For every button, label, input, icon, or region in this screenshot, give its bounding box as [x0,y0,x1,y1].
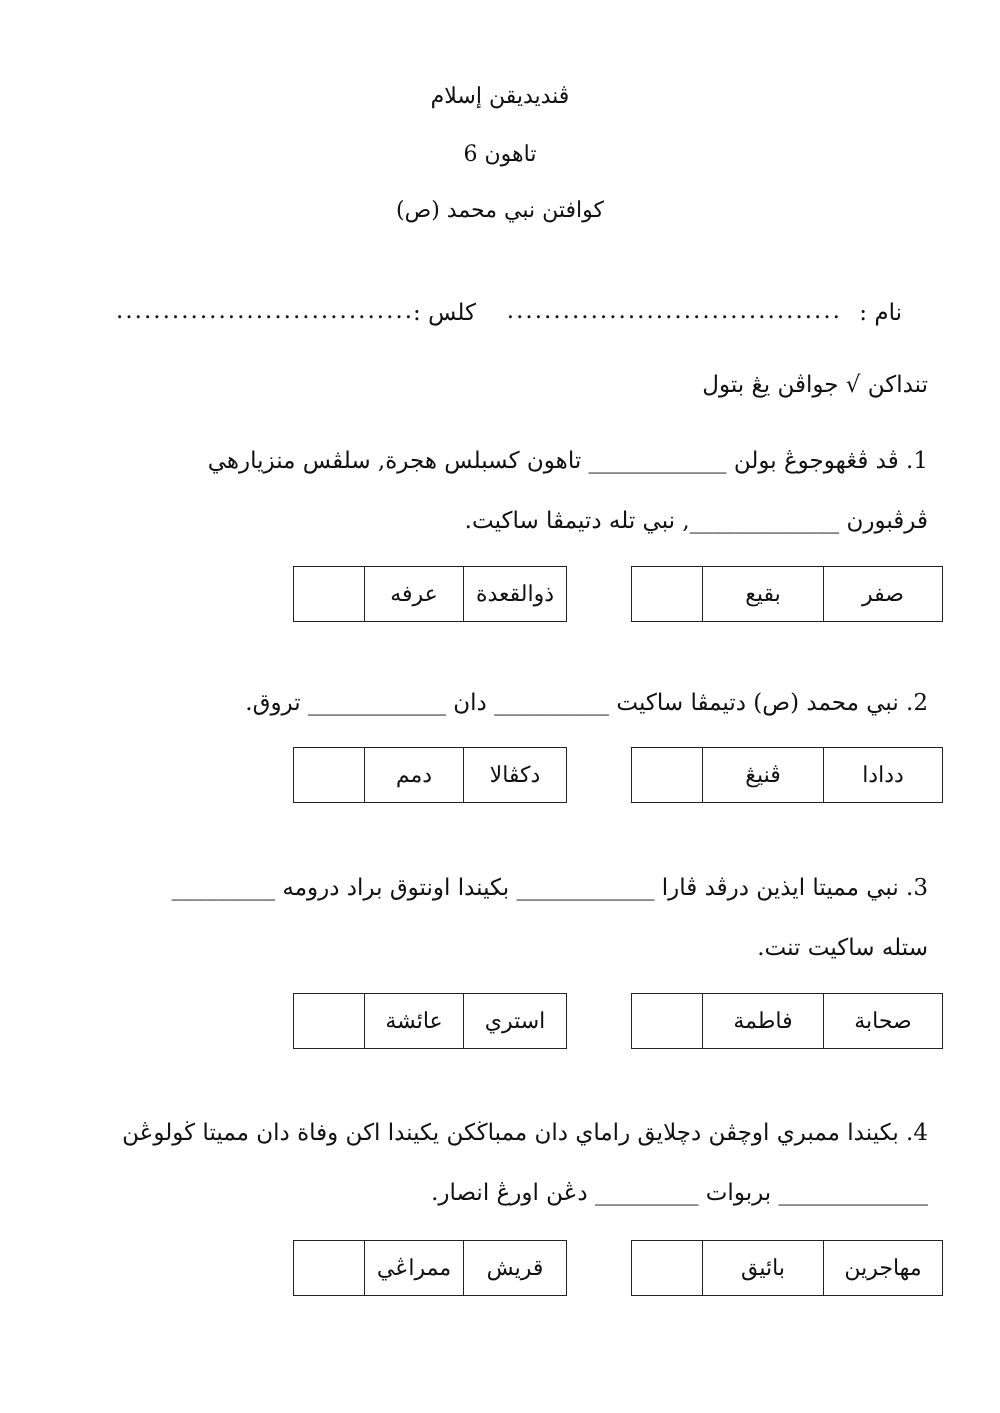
option-3d: عائشة [365,994,464,1049]
subject-title: ڤنديديقن إسلام [430,84,570,109]
question-4-options-right [631,1240,943,1296]
option-2a: ددادا [824,748,943,803]
option-2b: ڤنيڠ [703,748,824,803]
question-4-options-left [293,1240,567,1296]
question-3-line-1: 3. نبي مميتا ايذين درڤد ڤارا ____________ بكيندا اونتوق براد درومه _________ [171,875,928,901]
question-3-line-2: ستله ساكيت تنت. [757,935,928,961]
question-1-options-left [293,566,567,622]
question-4-line-1: 4. بكيندا ممبري اوچڤن دچلايق راماي دان ممباڬكن يكيندا اكن وفاة دان مميتا ڬولوڠن [122,1120,928,1146]
class-field[interactable]: ................................ [116,298,414,324]
option-3a: صحابة [824,994,943,1049]
checkbox-cell[interactable] [294,994,365,1049]
question-1-line-2: ڤرڤبورن _____________, نبي تله دتيمڤا ساكيت. [464,508,928,534]
option-3b: فاطمة [703,994,824,1049]
checkbox-cell[interactable] [294,567,365,622]
option-1a: صفر [824,567,943,622]
question-3-options-left [293,993,567,1049]
year-title: تاهون 6 [463,142,537,167]
name-field[interactable]: .................................... [506,298,842,324]
checkbox-cell[interactable] [632,994,703,1049]
option-4d: ممراڠي [365,1241,464,1296]
question-2-options-right [631,747,943,803]
question-3-options-right [631,993,943,1049]
checkbox-cell[interactable] [632,567,703,622]
checkbox-cell[interactable] [632,1241,703,1296]
instruction: تنداكن √ جواڤن يڠ بتول [702,372,928,398]
option-1c: ذوالقعدة [464,567,567,622]
question-2-options-left [293,747,567,803]
option-1b: بقيع [703,567,824,622]
checkbox-cell[interactable] [294,1241,365,1296]
checkbox-cell[interactable] [294,748,365,803]
question-1-options-right [631,566,943,622]
name-label: نام : [859,300,902,326]
option-1d: عرفه [365,567,464,622]
option-4b: بائيق [703,1241,824,1296]
topic-title: كوافتن نبي محمد (ص) [396,198,604,223]
option-3c: استري [464,994,567,1049]
option-2d: دمم [365,748,464,803]
checkbox-cell[interactable] [632,748,703,803]
question-2-line-1: 2. نبي محمد (ص) دتيمڤا ساكيت __________ دان ____________ تروق. [245,690,928,716]
option-2c: دكڤالا [464,748,567,803]
question-4-line-2: _____________ بربوات _________ دڠن اورڠ انصار. [431,1180,928,1206]
option-4c: قريش [464,1241,567,1296]
question-1-line-1: 1. ڤد ڤڠهوجوڠ بولن ____________ تاهون كسبلس هجرة, سلڤس منزيارهي [207,448,928,474]
option-4a: مهاجرين [824,1241,943,1296]
class-label: كلس : [413,300,476,326]
